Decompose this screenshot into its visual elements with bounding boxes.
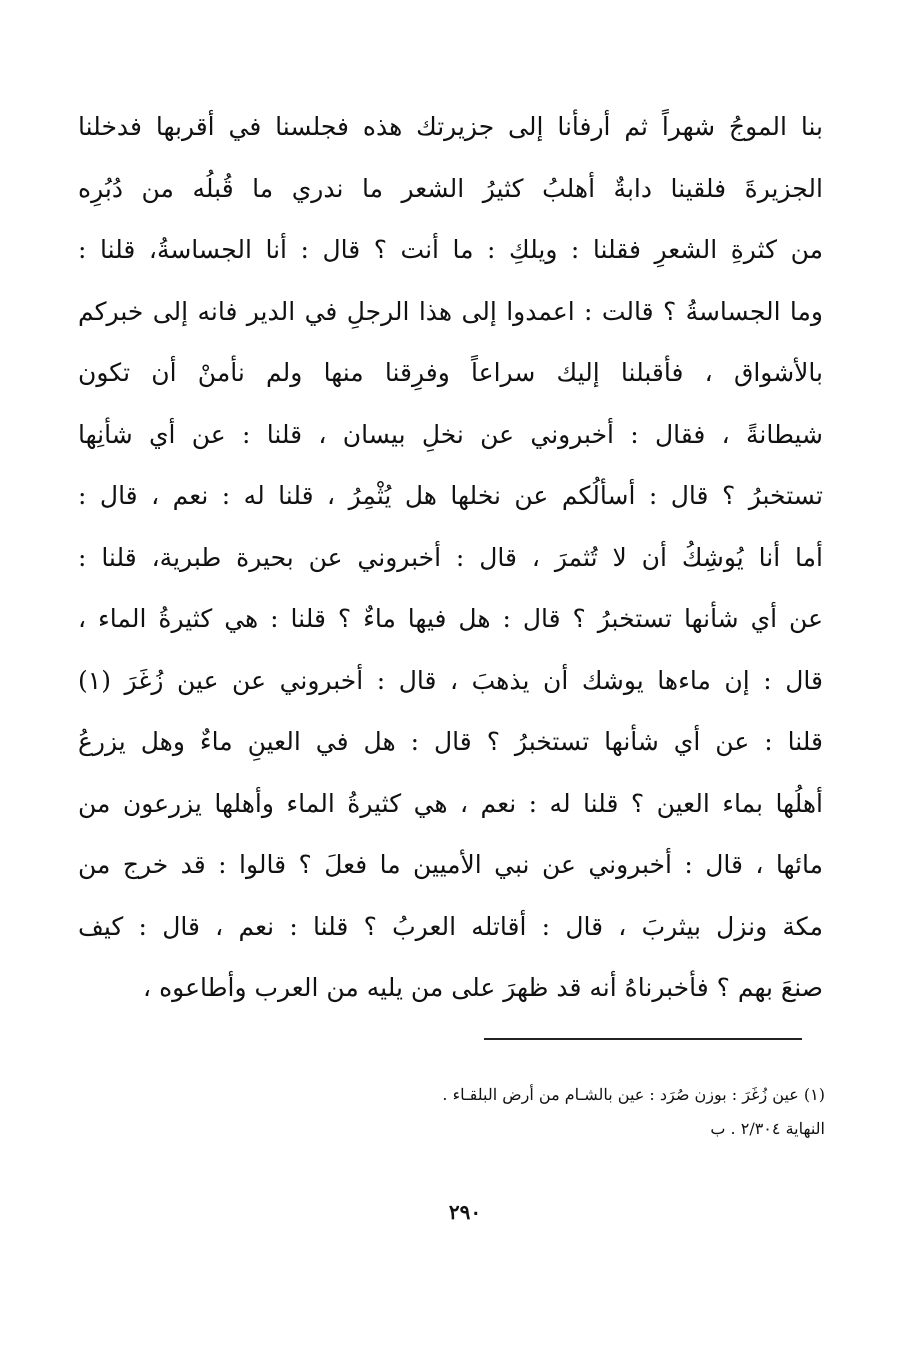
text-line: عن أي شأنها تستخبرُ ؟ قال : هل فيها ماءٌ ؟ قلنا : هي كثيرةُ الماء ، [78, 604, 823, 633]
text-line: صنعَ بهم ؟ فأخبرناهُ أنه قد ظهرَ على من يليه من العرب وأطاعوه ، [143, 973, 823, 1002]
footnote-reference: النهاية ٢/٣٠٤ . ب [710, 1119, 825, 1138]
text-line: بالأشواق ، فأقبلنا إليك سراعاً وفرِقنا منها ولم نأمنْ أن تكون [78, 358, 823, 387]
text-line: أهلُها بماء العين ؟ قلنا له : نعم ، هي كثيرةُ الماء وأهلها يزرعون من [78, 788, 823, 818]
text-line: قلنا : عن أي شأنها تستخبرُ ؟ قال : هل في العينِ ماءٌ وهل يزرعُ [78, 727, 823, 756]
text-line: شيطانةً ، فقال : أخبروني عن نخلِ بيسان ، قلنا : عن أي شأنِها [78, 419, 823, 449]
main-text [78, 96, 823, 1019]
page-number: ٢٩٠ [448, 1200, 482, 1224]
footnote [442, 1078, 825, 1146]
text-line: مكة ونزل بيثربَ ، قال : أقاتله العربُ ؟ قلنا : نعم ، قال : كيف [78, 911, 823, 941]
text-line: قال : إن ماءها يوشك أن يذهبَ ، قال : أخبروني عن عين زُغَرَ (١) [78, 665, 823, 695]
text-line: مائها ، قال : أخبروني عن نبي الأميين ما فعلَ ؟ قالوا : قد خرج من [78, 850, 823, 879]
text-line: بنا الموجُ شهراً ثم أرفأنا إلى جزيرتك هذه فجلسنا في أقربها فدخلنا [78, 112, 823, 141]
text-line: الجزيرةَ فلقينا دابةٌ أهلبُ كثيرُ الشعر ما ندري ما قُبلُه من دُبُرِه [78, 173, 823, 203]
text-line: أما أنا يُوشِكُ أن لا تُثمرَ ، قال : أخبروني عن بحيرة طبرية، قلنا : [78, 542, 823, 572]
text-line: تستخبرُ ؟ قال : أسألُكم عن نخلها هل يُثْمِرُ ، قلنا له : نعم ، قال : [78, 481, 823, 510]
footnote-divider [484, 1038, 802, 1040]
text-line: وما الجساسةُ ؟ قالت : اعمدوا إلى هذا الرجلِ في الدير فانه إلى خبركم [78, 296, 823, 326]
footnote-line: (١) عين زُغَرَ : بوزن صُرَد : عين بالشـام من أرض البلقـاء . [442, 1085, 825, 1104]
text-line: من كثرةِ الشعرِ فقلنا : ويلكِ : ما أنت ؟ قال : أنا الجساسةُ، قلنا : [78, 235, 823, 264]
